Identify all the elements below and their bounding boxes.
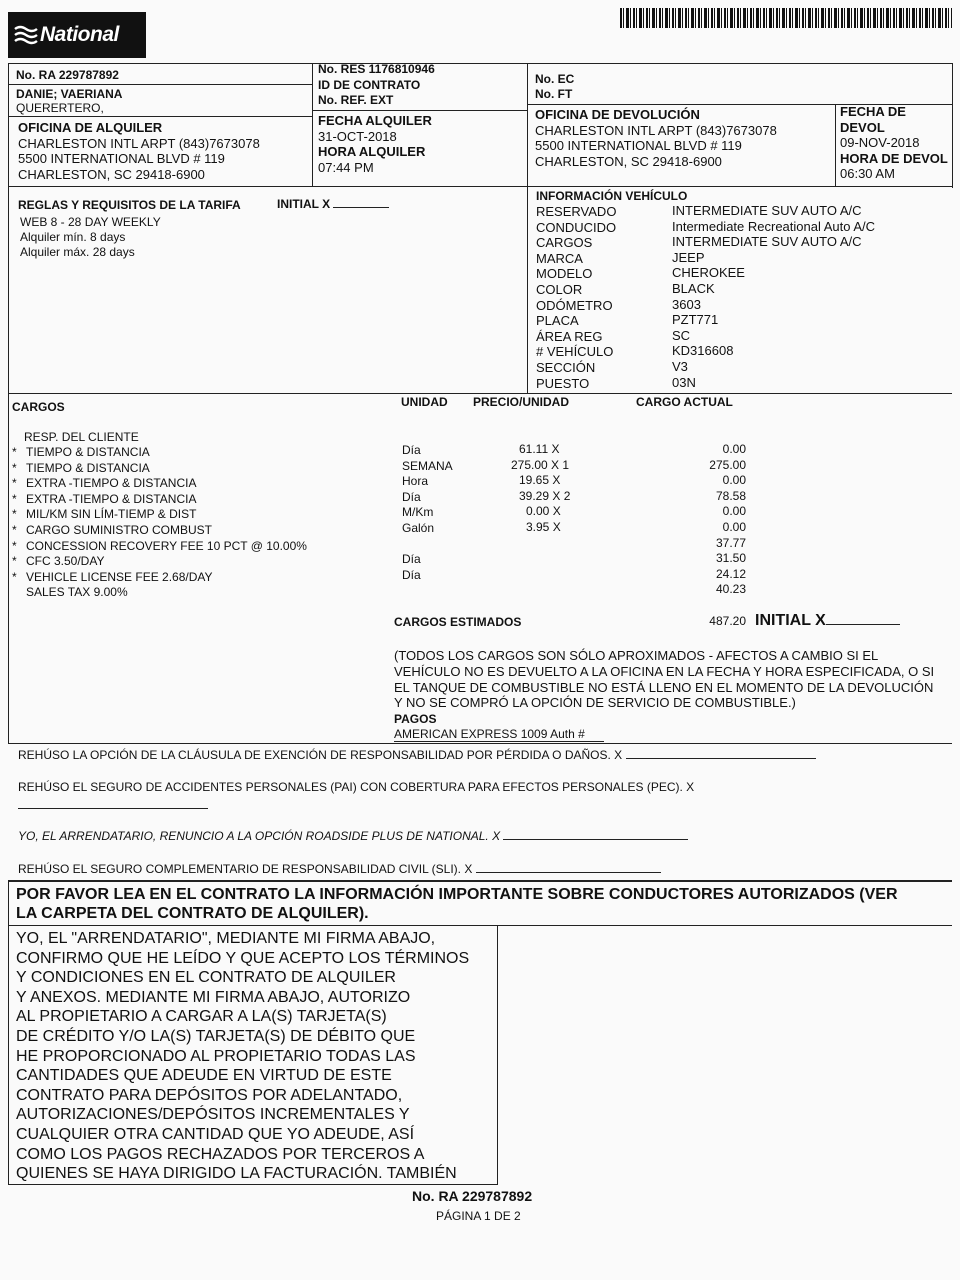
rule-waivers	[8, 743, 952, 744]
terms-line: CUALQUIER OTRA CANTIDAD QUE YO ADEUDE, ASÍ	[16, 1125, 415, 1143]
charge-desc: TIEMPO & DISTANCIA	[26, 445, 150, 459]
charge-actual: 78.58	[715, 488, 746, 503]
logo-text: National	[40, 23, 119, 46]
terms-text	[16, 929, 469, 1184]
charge-desc: VEHICLE LICENSE FEE 2.68/DAY	[26, 569, 213, 584]
terms-line: CONTRATO PARA DEPÓSITOS POR ADELANTADO,	[16, 1086, 403, 1104]
vehicle-labels	[536, 204, 616, 391]
rule-header-mid	[312, 110, 527, 111]
charge-actual: 24.12	[715, 566, 746, 581]
return-date-label-1: FECHA DE	[840, 104, 906, 119]
terms-line: COMO LOS PAGOS RECHAZADOS POR TERCEROS A	[16, 1145, 425, 1163]
vehicle-value: V3	[672, 358, 688, 374]
vehicle-label: COLOR	[536, 281, 583, 297]
rule-terms	[8, 925, 952, 926]
charge-desc: CFC 3.50/DAY	[26, 554, 105, 569]
top-rule	[8, 63, 952, 64]
rental-time-label: HORA ALQUILER	[318, 144, 426, 159]
vehicle-values	[672, 203, 875, 390]
charge-actual: 0.00	[722, 519, 746, 534]
payment-method: AMERICAN EXPRESS 1009 Auth #	[394, 727, 585, 741]
res-number: No. RES 1176810946	[318, 62, 435, 76]
ldw-signature-line[interactable]	[626, 758, 816, 759]
sli-signature-line[interactable]	[476, 872, 661, 873]
national-flag-logo-icon	[14, 25, 38, 45]
charge-star: *	[12, 538, 17, 553]
driver-notice-line-1: POR FAVOR LEA EN EL CONTRATO LA INFORMACIÓN IMPORTANTE SOBRE CONDUCTORES AUTORIZADOS (VER	[16, 886, 898, 903]
page-number: PÁGINA 1 DE 2	[436, 1209, 521, 1223]
vehicle-value: BLACK	[672, 280, 715, 296]
rental-date-value: 31-OCT-2018	[318, 128, 397, 144]
sli-waiver	[18, 862, 661, 877]
vehicle-value: Intermediate Recreational Auto A/C	[672, 218, 876, 234]
charge-desc: EXTRA -TIEMPO & DISTANCIA	[26, 491, 197, 506]
charge-unit: Día	[402, 489, 421, 504]
renter-name: DANIE; VAERIANA	[16, 87, 123, 101]
charges-title: CARGOS	[12, 400, 65, 414]
vehicle-label: CONDUCIDO	[536, 219, 617, 235]
charge-desc: SALES TAX 9.00%	[26, 585, 128, 600]
rental-date-block	[318, 113, 432, 175]
charge-unit: Hora	[402, 474, 429, 489]
footer-ra-number: No. RA 229787892	[412, 1188, 533, 1204]
charge-star: *	[12, 460, 17, 475]
pai-signature-line[interactable]	[18, 808, 208, 809]
col-unit-header: UNIDAD	[401, 395, 448, 409]
return-office-line: CHARLESTON, SC 29418-6900	[535, 153, 722, 169]
left-rule	[8, 63, 9, 743]
roadside-signature-line[interactable]	[503, 839, 688, 840]
charge-actuals	[680, 442, 746, 598]
vehicle-label: MODELO	[536, 266, 593, 282]
charge-unit	[402, 537, 453, 553]
col-rule-2	[527, 63, 528, 393]
vehicle-value: 3603	[672, 296, 701, 312]
return-date-value: 09-NOV-2018	[840, 135, 920, 150]
charges-note	[394, 648, 934, 711]
return-time-label: HORA DE DEVOL	[840, 150, 948, 166]
vehicle-label: # VEHÍCULO	[536, 344, 614, 360]
ldw-waiver-text: REHÚSO LA OPCIÓN DE LA CLÁUSULA DE EXENCIÓN DE RESPONSABILIDAD POR PÉRDIDA O DAÑOS. X	[18, 748, 623, 762]
terms-line: Y ANEXOS. MEDIANTE MI FIRMA ABAJO, AUTORIZO	[16, 988, 411, 1006]
rule-offices	[8, 186, 952, 187]
vehicle-value: INTERMEDIATE SUV AUTO A/C	[672, 234, 862, 250]
rate-rules-initial-line[interactable]	[333, 207, 389, 208]
ref-ext-label: No. REF. EXT	[318, 93, 394, 107]
col-actual-header: CARGO ACTUAL	[636, 395, 733, 409]
terms-line: CONFIRMO QUE HE LEÍDO Y QUE ACEPTO LOS TÉRMINOS	[16, 949, 470, 967]
terms-line: AUTORIZACIONES/DEPÓSITOS INCREMENTALES Y	[16, 1106, 410, 1124]
sli-waiver-text: REHÚSO EL SEGURO COMPLEMENTARIO DE RESPONSABILIDAD CIVIL (SLI). X	[18, 862, 473, 876]
vehicle-value: KD316608	[672, 343, 734, 359]
terms-line: HE PROPORCIONADO AL PROPIETARIO TODAS LAS	[16, 1047, 416, 1065]
vehicle-label: ÁREA REG	[536, 328, 603, 344]
terms-line: YO, EL "ARRENDATARIO", MEDIANTE MI FIRMA ABAJO,	[16, 930, 436, 947]
rate-rule-line: Alquiler mín. 8 days	[20, 230, 126, 244]
roadside-waiver	[18, 829, 688, 844]
rate-rule-line: WEB 8 - 28 DAY WEEKLY	[20, 215, 161, 229]
rule-header-left	[8, 116, 312, 117]
charge-actual: 0.00	[722, 442, 746, 456]
col-rule-1	[312, 63, 313, 186]
rental-office-line: CHARLESTON INTL ARPT (843)7673078	[18, 135, 260, 151]
charge-desc: MIL/KM SIN LÍM-TIEMP & DIST	[26, 507, 197, 522]
vehicle-value: SC	[672, 327, 691, 343]
ra-number: No. RA 229787892	[16, 68, 119, 82]
rate-rules-initial-label: INITIAL X	[277, 197, 331, 211]
vehicle-label: MARCA	[536, 250, 583, 266]
charge-unit: Día	[402, 552, 421, 567]
rate-rules-title: REGLAS Y REQUISITOS DE LA TARIFA	[18, 198, 241, 212]
charge-star: *	[12, 476, 17, 491]
charge-desc: TIEMPO & DISTANCIA	[26, 460, 150, 475]
vehicle-label: ODÓMETRO	[536, 297, 613, 313]
charge-desc: CARGO SUMINISTRO COMBUST	[26, 522, 213, 537]
col-rule-3	[835, 104, 836, 186]
charge-actual: 275.00	[709, 457, 746, 472]
charge-star: *	[12, 507, 17, 522]
rule-notice	[8, 880, 952, 882]
left-rule-bottom	[8, 880, 9, 1185]
terms-line: QUIENES SE HAYA DIRIGIDO LA FACTURACIÓN. TAMBIÉN	[16, 1165, 457, 1183]
charge-desc: CONCESSION RECOVERY FEE 10 PCT @ 10.00%	[26, 538, 307, 553]
rate-rule-line: Alquiler máx. 28 days	[20, 245, 135, 259]
rate-rules-initial	[277, 197, 389, 212]
charge-stars	[12, 445, 17, 601]
charge-actual: 0.00	[722, 504, 746, 519]
charge-unit: Día	[402, 443, 421, 457]
col-price-header: PRECIO/UNIDAD	[473, 395, 570, 409]
charge-star: *	[12, 554, 17, 569]
ft-label: No. FT	[535, 87, 573, 101]
vehicle-label: PUESTO	[536, 375, 590, 391]
return-office	[535, 107, 777, 169]
charge-actual: 31.50	[715, 551, 746, 566]
return-time-value: 06:30 AM	[840, 166, 895, 181]
payment-underline	[394, 741, 604, 742]
resp-label: RESP. DEL CLIENTE	[24, 430, 139, 444]
charge-price: 0.00 X	[526, 504, 561, 519]
charge-descriptions	[26, 445, 307, 601]
charge-prices	[497, 442, 579, 536]
note-line: Y NO SE COMPRÓ LA OPCIÓN DE SERVICIO DE COMBUSTIBLE.)	[394, 695, 796, 711]
charge-desc: EXTRA -TIEMPO & DISTANCIA	[26, 476, 197, 491]
charge-actual: 40.23	[715, 582, 746, 597]
charge-unit: Galón	[402, 520, 435, 535]
charge-price: 39.29 X 2	[519, 488, 571, 503]
rental-office-title: OFICINA DE ALQUILER	[18, 120, 163, 135]
estimated-initial-label: INITIAL X	[755, 612, 826, 629]
return-date-block	[840, 104, 948, 182]
contract-id-label: ID DE CONTRATO	[318, 78, 421, 92]
vehicle-label: SECCIÓN	[536, 359, 596, 375]
charge-actual: 37.77	[715, 535, 746, 550]
charge-unit: Día	[402, 567, 421, 582]
charge-price: 61.11 X	[519, 442, 560, 456]
vehicle-title: INFORMACIÓN VEHÍCULO	[536, 189, 688, 203]
rate-rules-lines	[20, 215, 161, 260]
rental-date-label: FECHA ALQUILER	[318, 113, 432, 128]
charge-unit: M/Km	[402, 505, 434, 520]
terms-line: DE CRÉDITO Y/O LA(S) TARJETA(S) DE DÉBITO QUE	[16, 1027, 416, 1045]
charge-price: 275.00 X 1	[511, 457, 570, 472]
terms-bottom-rule	[8, 1184, 498, 1185]
terms-divider	[497, 925, 498, 1185]
vehicle-value: 03N	[672, 374, 696, 390]
ldw-waiver	[18, 748, 816, 763]
note-line: VEHÍCULO NO ES DEVUELTO A LA OFICINA EN LA FECHA Y HORA ESPECIFICADA, O SI	[394, 663, 935, 679]
return-office-line: CHARLESTON INTL ARPT (843)7673078	[535, 122, 777, 138]
charge-star: *	[12, 445, 17, 459]
charge-star: *	[12, 491, 17, 506]
charge-star	[12, 585, 17, 601]
vehicle-label: PLACA	[536, 313, 579, 329]
estimated-label: CARGOS ESTIMADOS	[394, 615, 522, 629]
terms-line: Y CONDICIONES EN EL CONTRATO DE ALQUILER	[16, 969, 396, 987]
estimated-initial-line[interactable]	[826, 624, 900, 625]
national-logo	[8, 12, 146, 58]
barcode	[620, 8, 952, 28]
rental-time-value: 07:44 PM	[318, 159, 374, 175]
rental-office	[18, 120, 260, 182]
return-office-line: 5500 INTERNATIONAL BLVD # 119	[535, 138, 742, 153]
charge-price: 19.65 X	[519, 473, 561, 488]
charge-units	[402, 443, 453, 583]
note-line: EL TANQUE DE COMBUSTIBLE NO ESTÁ LLENO EN EL MOMENTO DE LA DEVOLUCIÓN	[394, 679, 934, 695]
charge-star: *	[12, 569, 17, 584]
renter-city: QUERERTERO,	[16, 101, 104, 115]
charge-price: 3.95 X	[526, 519, 561, 534]
return-date-label-2: DEVOL	[840, 119, 885, 135]
vehicle-label: CARGOS	[536, 235, 593, 251]
driver-notice-line-2: LA CARPETA DEL CONTRATO DE ALQUILER).	[16, 905, 369, 922]
rental-office-line: 5500 INTERNATIONAL BLVD # 119	[18, 151, 225, 166]
charge-unit: SEMANA	[402, 458, 453, 473]
pai-waiver-text: REHÚSO EL SEGURO DE ACCIDENTES PERSONALES (PAI) CON COBERTURA PARA EFECTOS PERSONALES (PEC). X	[18, 780, 695, 794]
roadside-waiver-text: YO, EL ARRENDATARIO, RENUNCIO A LA OPCIÓN ROADSIDE PLUS DE NATIONAL. X	[18, 829, 501, 843]
vehicle-value: CHEROKEE	[672, 265, 745, 281]
terms-line: AL PROPIETARIO A CARGAR A LA(S) TARJETA(S)	[16, 1008, 387, 1026]
ec-label: No. EC	[535, 72, 575, 86]
rule-ra	[8, 84, 312, 85]
estimated-initial	[755, 612, 900, 630]
rule-charges	[8, 393, 952, 394]
rental-office-line: CHARLESTON, SC 29418-6900	[18, 166, 205, 182]
charge-star: *	[12, 522, 17, 537]
vehicle-value: PZT771	[672, 312, 719, 328]
return-office-title: OFICINA DE DEVOLUCIÓN	[535, 107, 700, 122]
note-line: (TODOS LOS CARGOS SON SÓLO APROXIMADOS - AFECTOS A CAMBIO SI EL	[394, 648, 879, 663]
vehicle-value: JEEP	[672, 249, 705, 265]
charge-actual: 0.00	[722, 473, 746, 488]
estimated-value: 487.20	[709, 614, 746, 628]
right-rule	[952, 63, 953, 188]
vehicle-value: INTERMEDIATE SUV AUTO A/C	[672, 203, 862, 218]
payments-label: PAGOS	[394, 712, 437, 726]
terms-line: CANTIDADES QUE ADEUDE EN VIRTUD DE ESTE	[16, 1067, 392, 1085]
vehicle-label: RESERVADO	[536, 204, 617, 219]
